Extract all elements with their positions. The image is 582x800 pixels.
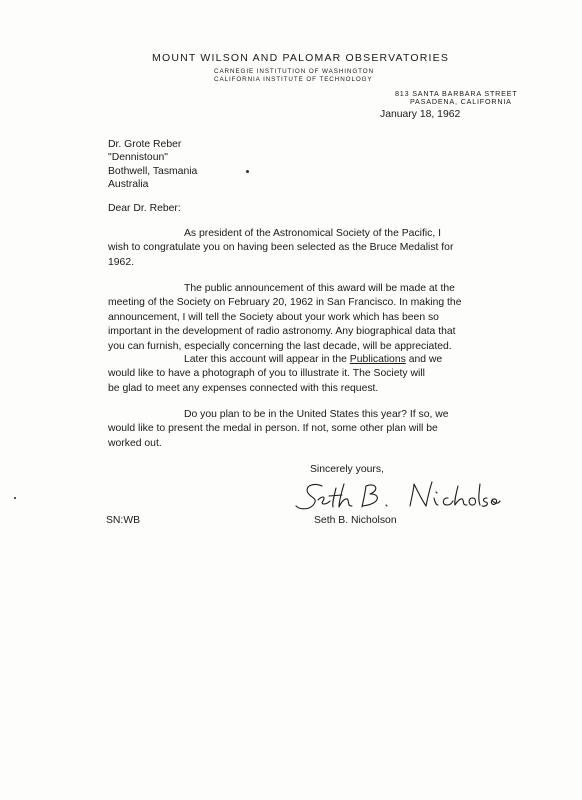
paragraph-line	[108, 353, 442, 367]
paragraph-2	[108, 282, 461, 354]
paragraph-line: wish to congratulate you on having been selected as the Bruce Medalist for	[108, 242, 454, 254]
stray-ink-mark	[246, 170, 249, 173]
closing: Sincerely yours,	[310, 464, 384, 475]
paragraph-line: announcement, I will tell the Society about your work which has been so	[108, 311, 439, 323]
recipient-house: "Dennistoun"	[108, 152, 168, 164]
letterhead-institution-1: CARNEGIE INSTITUTION OF WASHINGTON	[214, 68, 375, 75]
letterhead-title: MOUNT WILSON AND PALOMAR OBSERVATORIES	[152, 52, 450, 64]
paragraph-3	[108, 353, 442, 396]
stray-edge-mark	[14, 497, 16, 499]
paragraph-line: worked out.	[108, 437, 162, 449]
paragraph-line: meeting of the Society on February 20, 1962 in San Francisco. In making the	[108, 297, 462, 309]
typed-signatory-name: Seth B. Nicholson	[314, 515, 397, 526]
paragraph-line: would like to have a photograph of you to illustrate it. The Society will	[108, 368, 425, 380]
publications-title: Publications	[349, 354, 406, 365]
salutation: Dear Dr. Reber:	[108, 203, 181, 214]
typist-initials: SN:WB	[106, 515, 141, 526]
paragraph-line: Do you plan to be in the United States this year? If so, we	[184, 409, 449, 420]
paragraph-line: would like to present the medal in person. If not, some other plan will be	[108, 423, 438, 435]
paragraph-line: 1962.	[108, 256, 135, 268]
recipient-country: Australia	[108, 178, 149, 190]
recipient-town: Bothwell, Tasmania	[108, 165, 198, 177]
paragraph-line: The public announcement of this award will be made at the	[184, 283, 455, 294]
letterhead-street: 813 SANTA BARBARA STREET	[395, 89, 518, 98]
letterhead-city: PASADENA, CALIFORNIA	[410, 97, 512, 106]
paragraph-line: important in the development of radio astronomy. Any biographical data that	[108, 326, 456, 338]
paragraph-text: and we	[405, 354, 443, 365]
letter-date: January 18, 1962	[380, 109, 461, 120]
letterhead-institution-2: CALIFORNIA INSTITUTE OF TECHNOLOGY	[214, 76, 373, 83]
paragraph-line: be glad to meet any expenses connected with this request.	[108, 382, 379, 394]
paragraph-line: you can furnish, especially concerning the last decade, will be appreciated.	[108, 340, 452, 352]
paragraph-line: As president of the Astronomical Society of the Pacific, I	[184, 228, 442, 239]
paragraph-1	[108, 227, 453, 270]
recipient-address	[108, 138, 197, 191]
recipient-name: Dr. Grote Reber	[108, 139, 182, 150]
paragraph-4	[108, 408, 449, 451]
paragraph-text: Later this account will appear in the	[184, 354, 350, 365]
